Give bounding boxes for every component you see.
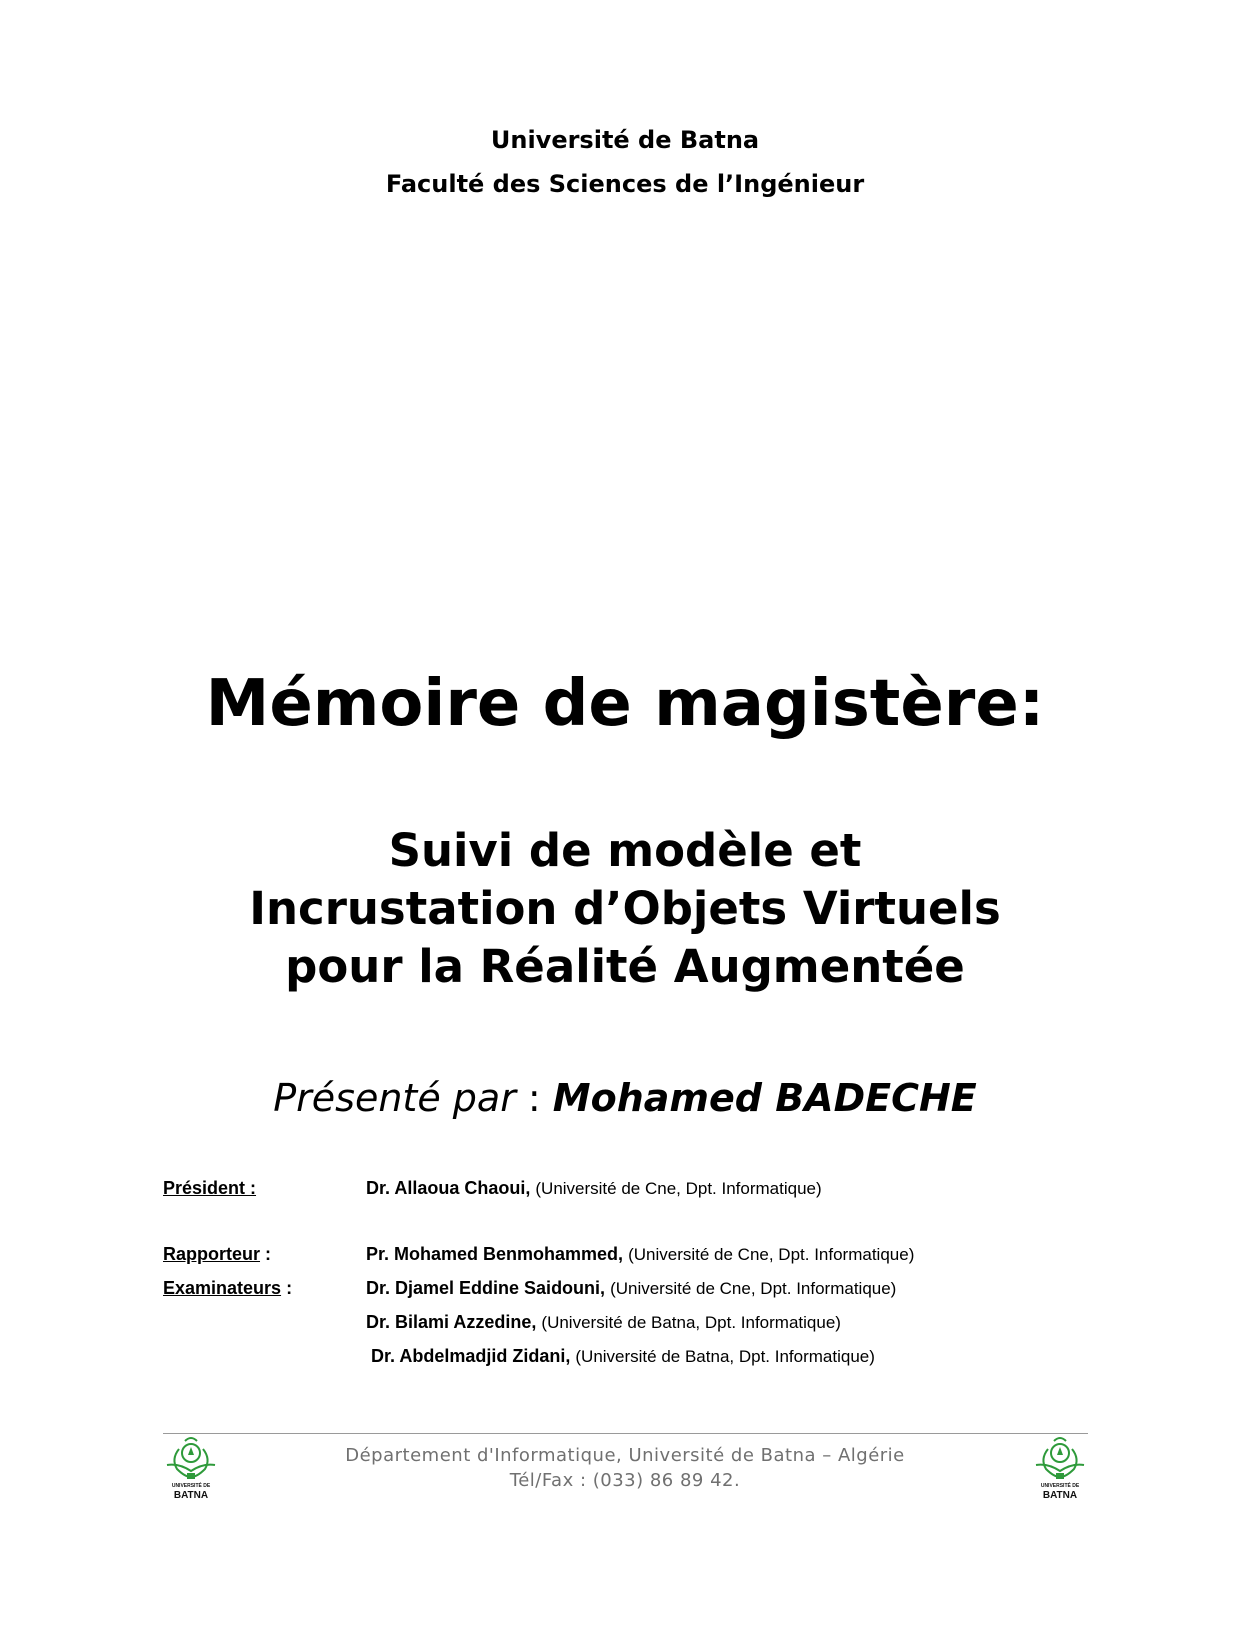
presented-by-label: Présenté par [273,1076,516,1120]
footer-divider [163,1433,1088,1434]
footer-line-1: Département d'Informatique, Université de Batna – Algérie [345,1445,905,1466]
subtitle-line-2: Incrustation d’Objets Virtuels [249,882,1001,935]
role-examinateurs-suffix: : [281,1278,293,1298]
jury-member [366,1278,896,1299]
document-header [0,118,1250,206]
university-name: Université de Batna [490,126,760,154]
logo-caption-bottom: BATNA [173,1490,209,1501]
member-affiliation: (Université de Cne, Dpt. Informatique) [610,1279,897,1298]
jury-row-examinateur-1 [163,1278,1063,1304]
role-examinateurs-label: Examinateurs [163,1278,282,1298]
logo-caption-bottom: BATNA [1042,1490,1078,1501]
presented-by [0,1073,1250,1123]
member-affiliation: (Université de Batna, Dpt. Informatique) [541,1313,841,1332]
member-affiliation: (Université de Cne, Dpt. Informatique) [628,1245,915,1264]
presented-by-separator: : [515,1076,553,1120]
logo-caption-top: UNIVERSITÉ DE [171,1483,211,1489]
jury-row-president [163,1178,1063,1204]
jury-member [366,1178,822,1199]
faculty-name: Faculté des Sciences de l’Ingénieur [385,170,865,198]
jury-member [371,1346,875,1367]
member-affiliation: (Université de Cne, Dpt. Informatique) [535,1179,822,1198]
subtitle-line-1: Suivi de modèle et [388,824,862,877]
subtitle-line-3: pour la Réalité Augmentée [285,940,965,993]
role-president [163,1178,256,1199]
role-rapporteur [163,1244,271,1265]
member-name: Pr. Mohamed Benmohammed, [366,1244,624,1264]
jury-row-examinateur-2 [163,1312,1063,1338]
footer-line-2: Tél/Fax : (033) 86 89 42. [509,1470,741,1491]
thesis-subtitle [0,822,1250,996]
jury-row-examinateur-3 [163,1346,1063,1372]
role-examinateurs [163,1278,292,1299]
jury-member [366,1312,841,1333]
member-name: Dr. Djamel Eddine Saidouni, [366,1278,606,1298]
author-name: Mohamed BADECHE [552,1076,977,1120]
role-rapporteur-suffix: : [260,1244,272,1264]
thesis-type-title: Mémoire de magistère: [205,667,1045,741]
role-rapporteur-label: Rapporteur [163,1244,261,1264]
member-name: Dr. Bilami Azzedine, [366,1312,537,1332]
university-logo-right [1032,1435,1088,1505]
role-president-label: Président : [163,1178,257,1198]
jury-row-rapporteur [163,1244,1063,1270]
university-emblem-icon [1032,1435,1088,1483]
logo-caption-top: UNIVERSITÉ DE [1040,1483,1080,1489]
jury-member [366,1244,914,1265]
member-name: Dr. Abdelmadjid Zidani, [371,1346,571,1366]
member-affiliation: (Université de Batna, Dpt. Informatique) [575,1347,875,1366]
member-name: Dr. Allaoua Chaoui, [366,1178,531,1198]
